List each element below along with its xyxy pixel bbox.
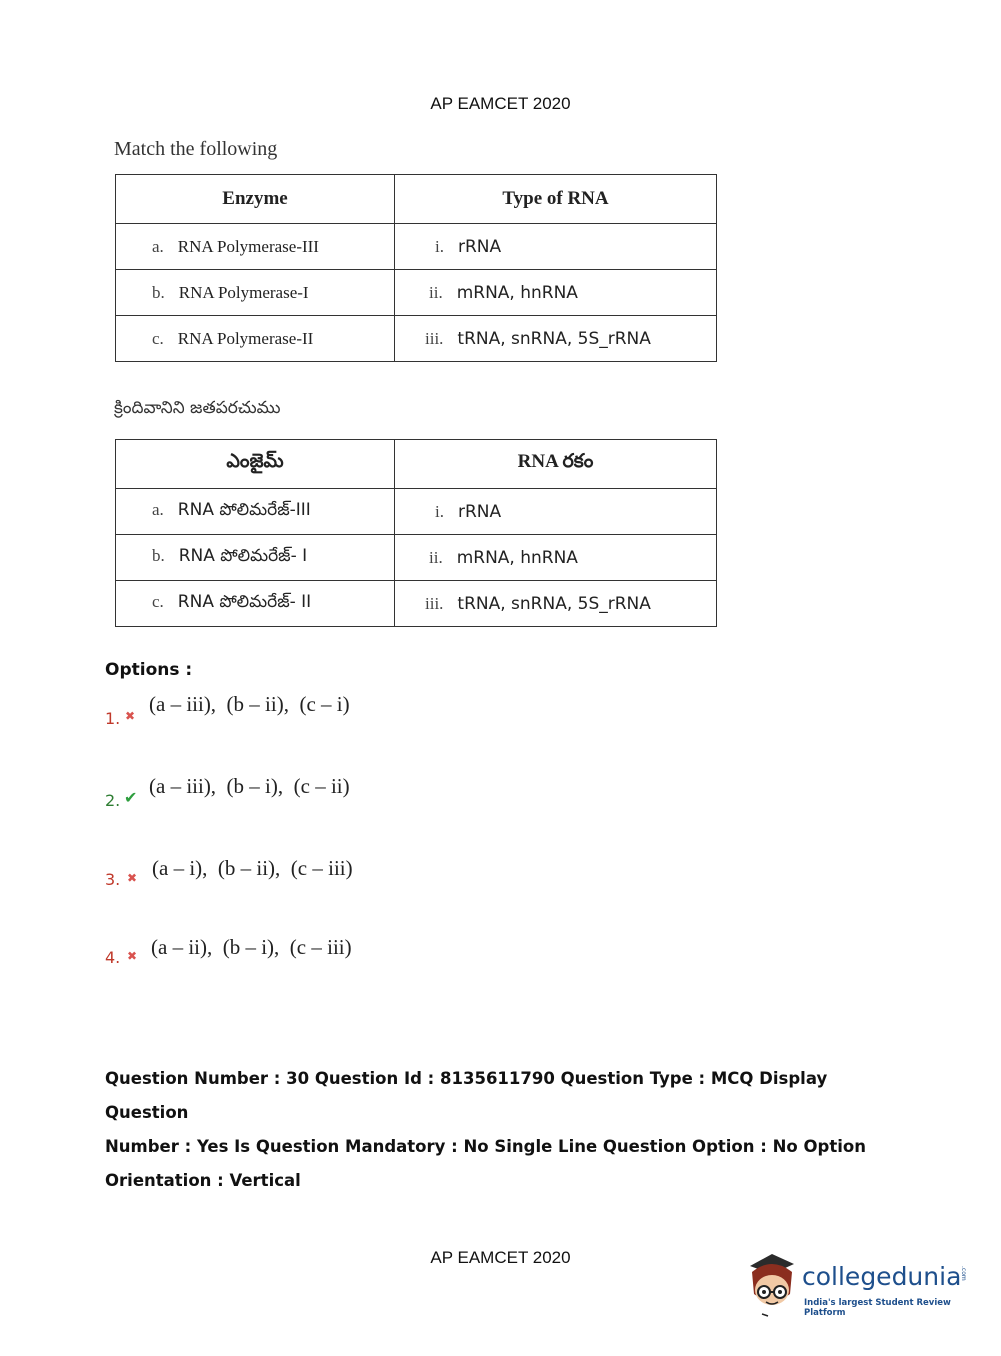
collegedunia-logo [742,1250,972,1320]
row-mark: b. [152,545,165,565]
table-header-enzyme: Enzyme [116,175,395,224]
enzyme-cell: RNA Polymerase-II [177,328,314,348]
metadata-line: Number : Yes Is Question Mandatory : No Single Line Question Option : No Option [105,1137,866,1156]
wrong-icon: ✖ [127,949,138,963]
rna-type-cell: tRNA, snRNA, 5S_rRNA [457,328,651,349]
option-number: 3. [105,870,121,889]
match-table-telugu [115,439,717,627]
enzyme-cell: RNA పోలిమరేజ్-III [177,499,311,520]
table-row [116,316,717,362]
row-mark: b. [152,282,165,302]
enzyme-cell: RNA పోలిమరేజ్- I [178,545,308,566]
row-mark: ii. [429,282,443,302]
enzyme-cell: RNA Polymerase-I [178,282,309,302]
page-footer-title: AP EAMCET 2020 [430,1248,571,1267]
metadata-line: Question Number : 30 Question Id : 8135611790 Question Type : MCQ Display Question [105,1069,828,1122]
row-mark: a. [152,236,164,256]
option-text: (a – i), (b – ii), (c – iii) [152,856,353,880]
table-row [116,270,717,316]
check-icon: ✔ [124,788,138,807]
row-mark: i. [435,501,444,521]
question-prompt-english: Match the following [114,138,278,160]
table-header-rna-type: Type of RNA [395,175,717,224]
row-mark: i. [435,236,444,256]
mascot-icon [742,1250,802,1318]
match-table-english [115,174,717,362]
enzyme-cell: RNA Polymerase-III [177,236,319,256]
row-mark: c. [152,328,164,348]
table-header-rna-type-te: RNA రకం [395,440,717,489]
rna-type-cell: rRNA [457,501,502,522]
table-row [116,535,717,581]
option-number: 2. [105,791,121,810]
option-text: (a – iii), (b – ii), (c – i) [149,692,350,716]
wrong-icon: ✖ [125,709,136,723]
row-mark: iii. [425,328,444,348]
table-row [116,581,717,627]
metadata-line: Orientation : Vertical [105,1171,301,1190]
page-header-title: AP EAMCET 2020 [430,94,571,113]
options-label: Options : [105,660,193,680]
option-text: (a – iii), (b – i), (c – ii) [149,774,350,798]
row-mark: ii. [429,547,443,567]
table-header-enzyme-te: ఎంజైమ్ [116,440,395,489]
option-text: (a – ii), (b – i), (c – iii) [151,935,352,959]
rna-type-cell: rRNA [457,236,502,257]
logo-name: collegedunia [802,1262,962,1291]
row-mark: a. [152,499,164,519]
option-number: 1. [105,709,121,728]
row-mark: iii. [425,593,444,613]
logo-suffix: .com [960,1266,967,1281]
table-row [116,489,717,535]
row-mark: c. [152,591,164,611]
table-row [116,224,717,270]
rna-type-cell: tRNA, snRNA, 5S_rRNA [457,593,651,614]
wrong-icon: ✖ [127,871,138,885]
rna-type-cell: mRNA, hnRNA [456,547,578,568]
logo-tagline: India's largest Student Review Platform [804,1298,951,1318]
question-prompt-telugu: క్రిందివానిని జతపరచుము [114,398,281,418]
rna-type-cell: mRNA, hnRNA [456,282,578,303]
question-metadata [105,1062,905,1198]
enzyme-cell: RNA పోలిమరేజ్- II [177,591,312,612]
option-number: 4. [105,948,121,967]
